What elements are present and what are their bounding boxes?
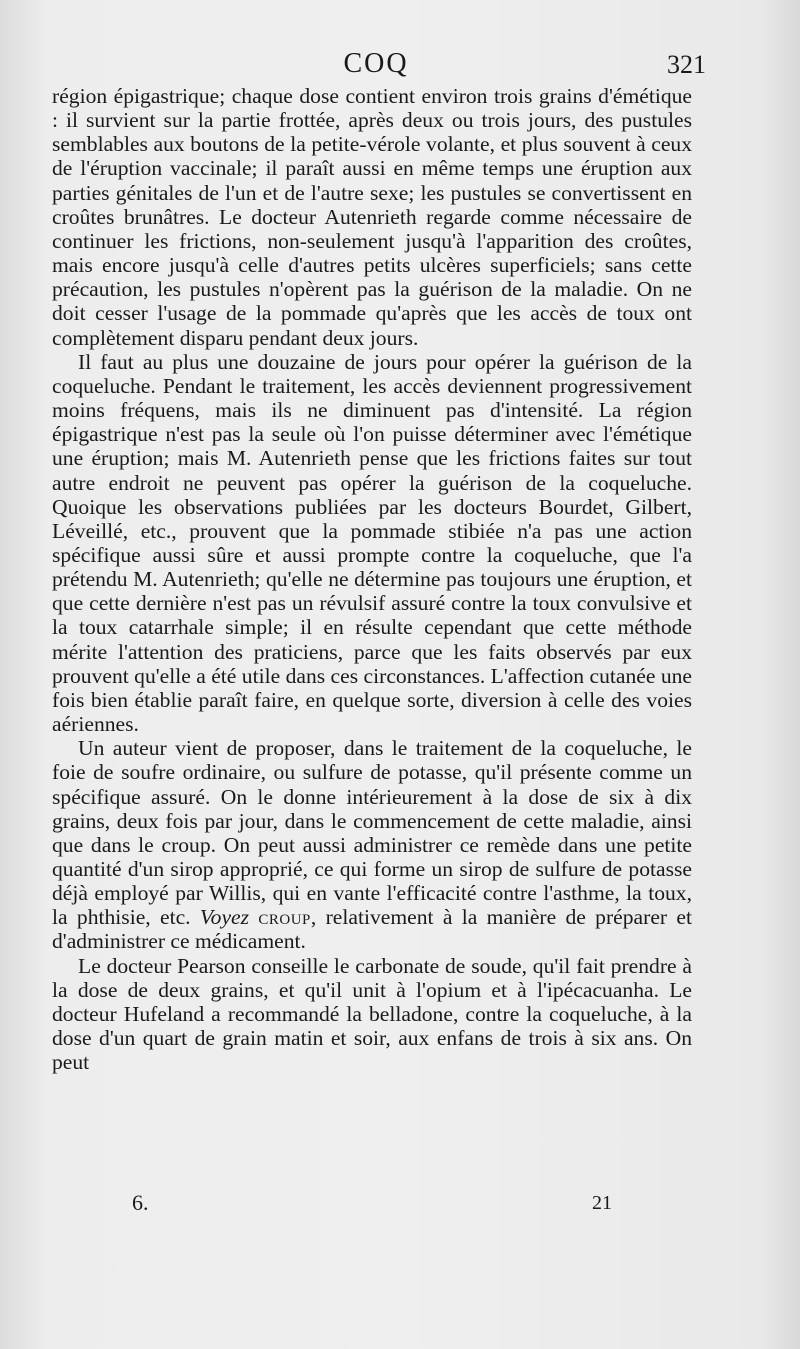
signature-mark: 6. <box>132 1190 149 1215</box>
paragraph: Il faut au plus une douzaine de jours pour opérer la guérison de la coqueluche. Pendant le traitement, les accès deviennent progressivement moins fréquens, mais ils ne diminuent pas d'intensité. La région épigastrique n'est pas la seule où l'on puisse déterminer avec l'émétique une éruption; mais M. Autenrieth pense que les frictions faites sur tout autre endroit ne peuvent pas opérer la guérison de la coqueluche. Quoique les observations publiées par les docteurs Bourdet, Gilbert, Léveillé, etc., prouvent que la pommade stibiée n'a pas une action spécifique aussi sûre et aussi prompte contre la coqueluche, que l'a prétendu M. Autenrieth; qu'elle ne détermine pas toujours une éruption, et que cette dernière n'est pas un révulsif assuré contre la toux convulsive et la toux catarrhale simple; il en résulte cependant que cette méthode mérite l'attention des praticiens, parce que les faits observés par eux prouvent qu'elle a été utile dans ces circonstances. L'affection cutanée une fois bien établie paraît faire, en quelque sorte, diversion à celle des voies aériennes. <box>52 349 692 737</box>
paragraph-text: , relativement à la manière de préparer et d'administrer ce médicament. <box>52 905 693 954</box>
page-body <box>52 84 692 1074</box>
page-header <box>52 48 706 88</box>
paragraph <box>52 736 692 953</box>
page-footer <box>52 1190 692 1230</box>
sheet-number: 21 <box>592 1192 612 1214</box>
paragraph-continued: région épigastrique; chaque dose contient environ trois grains d'émétique : il survient sur la partie frottée, après deux ou trois jours, des pustules semblables aux boutons de la petite-vérole volante, et plus souvent à ceux de l'éruption vaccinale; il paraît aussi en même temps une éruption aux parties génitales de l'un et de l'autre sexe; les pustules se convertissent en croûtes brunâtres. Le docteur Autenrieth regarde comme nécessaire de continuer les frictions, non-seulement jusqu'à l'apparition des croûtes, mais encore jusqu'à celle d'autres petits ulcères superficiels; sans cette précaution, les pustules n'opèrent pas la guérison de la maladie. On ne doit cesser l'usage de la pommade qu'après que les accès de toux ont complètement disparu pendant deux jours. <box>52 84 692 350</box>
paragraph-text: Un auteur vient de proposer, dans le traitement de la coqueluche, le foie de soufre ordinaire, ou sulfure de potasse, qu'il présente comme un spécifique assuré. On le donne intérieurement à la dose de six à dix grains, deux fois par jour, dans le commencement de cette maladie, ainsi que dans le croup. On peut aussi administrer ce remède dans une petite quantité d'un sirop approprié, ce qui forme un sirop de sulfure de potasse déjà employé par Willis, qui en vante l'efficacité contre l'asthme, la toux, la phthisie, etc. <box>52 736 692 930</box>
cross-reference-word: croup <box>258 905 311 930</box>
paragraph: Le docteur Pearson conseille le carbonate de soude, qu'il fait prendre à la dose de deux grains, et qu'il unit à l'opium et à l'ipécacuanha. Le docteur Hufeland a recommandé la belladone, contre la coqueluche, à la dose d'un quart de grain matin et soir, aux enfans de trois à six ans. On peut <box>52 953 692 1075</box>
italic-reference: Voyez <box>199 905 250 930</box>
page-number: 321 <box>667 50 706 79</box>
running-head: COQ <box>343 48 409 79</box>
